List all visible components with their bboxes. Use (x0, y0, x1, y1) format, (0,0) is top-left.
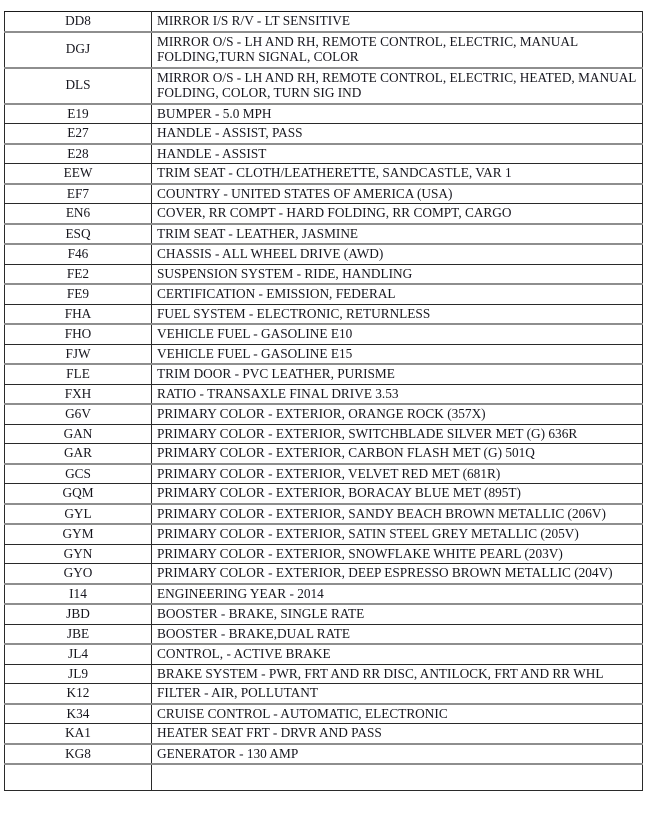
option-description-cell: TRIM SEAT - LEATHER, JASMINE (152, 224, 643, 245)
option-code-cell: E19 (5, 104, 152, 124)
table-row (5, 264, 643, 284)
option-code-cell: FE2 (5, 264, 152, 284)
option-description-cell (152, 764, 643, 791)
option-description-cell: PRIMARY COLOR - EXTERIOR, ORANGE ROCK (357X) (152, 404, 643, 424)
option-description-cell: MIRROR I/S R/V - LT SENSITIVE (152, 12, 643, 32)
option-code-cell: FE9 (5, 284, 152, 304)
table-row (5, 184, 643, 204)
option-code-cell: FXH (5, 384, 152, 404)
table-row (5, 444, 643, 464)
option-description-cell: PRIMARY COLOR - EXTERIOR, DEEP ESPRESSO BROWN METALLIC (204V) (152, 564, 643, 584)
table-row (5, 604, 643, 624)
option-description-cell: SUSPENSION SYSTEM - RIDE, HANDLING (152, 264, 643, 284)
table-row (5, 724, 643, 744)
table-row (5, 744, 643, 765)
option-description-cell: TRIM SEAT - CLOTH/LEATHERETTE, SANDCASTLE, VAR 1 (152, 164, 643, 184)
option-code-cell: GQM (5, 484, 152, 504)
option-description-cell: BOOSTER - BRAKE,DUAL RATE (152, 624, 643, 644)
option-code-cell: K34 (5, 704, 152, 724)
table-row (5, 68, 643, 104)
option-description-cell: VEHICLE FUEL - GASOLINE E15 (152, 344, 643, 364)
table-row (5, 464, 643, 484)
table-row (5, 544, 643, 564)
option-code-cell: DGJ (5, 32, 152, 68)
option-description-cell: COUNTRY - UNITED STATES OF AMERICA (USA) (152, 184, 643, 204)
option-code-cell: GYM (5, 524, 152, 544)
option-description-cell: PRIMARY COLOR - EXTERIOR, SWITCHBLADE SILVER MET (G) 636R (152, 424, 643, 444)
option-code-cell: DD8 (5, 12, 152, 32)
table-row (5, 244, 643, 264)
option-description-cell: PRIMARY COLOR - EXTERIOR, SATIN STEEL GREY METALLIC (205V) (152, 524, 643, 544)
option-code-cell: EF7 (5, 184, 152, 204)
option-description-cell: FILTER - AIR, POLLUTANT (152, 684, 643, 704)
table-row (5, 304, 643, 324)
table-row (5, 12, 643, 32)
option-code-cell: FHO (5, 324, 152, 344)
option-description-cell: MIRROR O/S - LH AND RH, REMOTE CONTROL, ELECTRIC, MANUAL FOLDING,TURN SIGNAL, COLOR (152, 32, 643, 68)
option-code-cell: E27 (5, 124, 152, 144)
table-row (5, 644, 643, 664)
option-code-cell: GAR (5, 444, 152, 464)
option-description-cell: HANDLE - ASSIST, PASS (152, 124, 643, 144)
table-row (5, 584, 643, 605)
option-code-cell: G6V (5, 404, 152, 424)
option-code-cell: JL9 (5, 664, 152, 684)
table-row (5, 164, 643, 184)
option-description-cell: HEATER SEAT FRT - DRVR AND PASS (152, 724, 643, 744)
option-description-cell: PRIMARY COLOR - EXTERIOR, SANDY BEACH BROWN METALLIC (206V) (152, 504, 643, 525)
table-row (5, 484, 643, 504)
option-description-cell: CHASSIS - ALL WHEEL DRIVE (AWD) (152, 244, 643, 264)
table-row (5, 564, 643, 584)
option-code-cell: JL4 (5, 644, 152, 664)
option-code-cell: GYN (5, 544, 152, 564)
rpo-option-code-table (4, 11, 643, 791)
table-row (5, 104, 643, 124)
table-row (5, 624, 643, 644)
option-code-cell: GAN (5, 424, 152, 444)
option-code-cell: GYL (5, 504, 152, 525)
option-code-cell: ESQ (5, 224, 152, 245)
table-row (5, 524, 643, 544)
option-description-cell: CERTIFICATION - EMISSION, FEDERAL (152, 284, 643, 304)
option-description-cell: HANDLE - ASSIST (152, 144, 643, 164)
option-code-cell: EEW (5, 164, 152, 184)
option-code-cell: I14 (5, 584, 152, 605)
table-row (5, 204, 643, 224)
table-body (5, 12, 643, 791)
table-row (5, 684, 643, 704)
option-description-cell: BOOSTER - BRAKE, SINGLE RATE (152, 604, 643, 624)
option-description-cell: RATIO - TRANSAXLE FINAL DRIVE 3.53 (152, 384, 643, 404)
option-description-cell: CONTROL, - ACTIVE BRAKE (152, 644, 643, 664)
option-description-cell: PRIMARY COLOR - EXTERIOR, VELVET RED MET (681R) (152, 464, 643, 484)
option-description-cell: COVER, RR COMPT - HARD FOLDING, RR COMPT, CARGO (152, 204, 643, 224)
option-description-cell: PRIMARY COLOR - EXTERIOR, SNOWFLAKE WHITE PEARL (203V) (152, 544, 643, 564)
table-row (5, 424, 643, 444)
option-description-cell: PRIMARY COLOR - EXTERIOR, BORACAY BLUE MET (895T) (152, 484, 643, 504)
option-code-cell: FJW (5, 344, 152, 364)
table-row-blank (5, 764, 643, 791)
option-code-cell: GCS (5, 464, 152, 484)
table-row (5, 144, 643, 164)
option-description-cell: BRAKE SYSTEM - PWR, FRT AND RR DISC, ANTILOCK, FRT AND RR WHL (152, 664, 643, 684)
table-row (5, 344, 643, 364)
option-code-cell: JBE (5, 624, 152, 644)
option-code-cell: FHA (5, 304, 152, 324)
table-row (5, 384, 643, 404)
option-code-cell: DLS (5, 68, 152, 104)
table-row (5, 224, 643, 245)
option-description-cell: CRUISE CONTROL - AUTOMATIC, ELECTRONIC (152, 704, 643, 724)
table-row (5, 32, 643, 68)
table-row (5, 284, 643, 304)
option-code-cell: JBD (5, 604, 152, 624)
option-description-cell: GENERATOR - 130 AMP (152, 744, 643, 765)
option-code-cell: KA1 (5, 724, 152, 744)
table-row (5, 504, 643, 525)
option-description-cell: TRIM DOOR - PVC LEATHER, PURISME (152, 364, 643, 384)
option-description-cell: VEHICLE FUEL - GASOLINE E10 (152, 324, 643, 344)
table-row (5, 124, 643, 144)
option-code-cell: F46 (5, 244, 152, 264)
option-description-cell: MIRROR O/S - LH AND RH, REMOTE CONTROL, ELECTRIC, HEATED, MANUAL FOLDING, COLOR, TURN SIG IND (152, 68, 643, 104)
option-description-cell: BUMPER - 5.0 MPH (152, 104, 643, 124)
option-description-cell: ENGINEERING YEAR - 2014 (152, 584, 643, 605)
table-row (5, 664, 643, 684)
option-code-cell: GYO (5, 564, 152, 584)
table-row (5, 404, 643, 424)
table-row (5, 704, 643, 724)
table-row (5, 364, 643, 384)
option-code-cell (5, 764, 152, 791)
option-description-cell: PRIMARY COLOR - EXTERIOR, CARBON FLASH MET (G) 501Q (152, 444, 643, 464)
option-description-cell: FUEL SYSTEM - ELECTRONIC, RETURNLESS (152, 304, 643, 324)
table-row (5, 324, 643, 344)
option-code-cell: KG8 (5, 744, 152, 765)
option-code-cell: EN6 (5, 204, 152, 224)
option-code-cell: K12 (5, 684, 152, 704)
option-code-cell: E28 (5, 144, 152, 164)
option-code-cell: FLE (5, 364, 152, 384)
